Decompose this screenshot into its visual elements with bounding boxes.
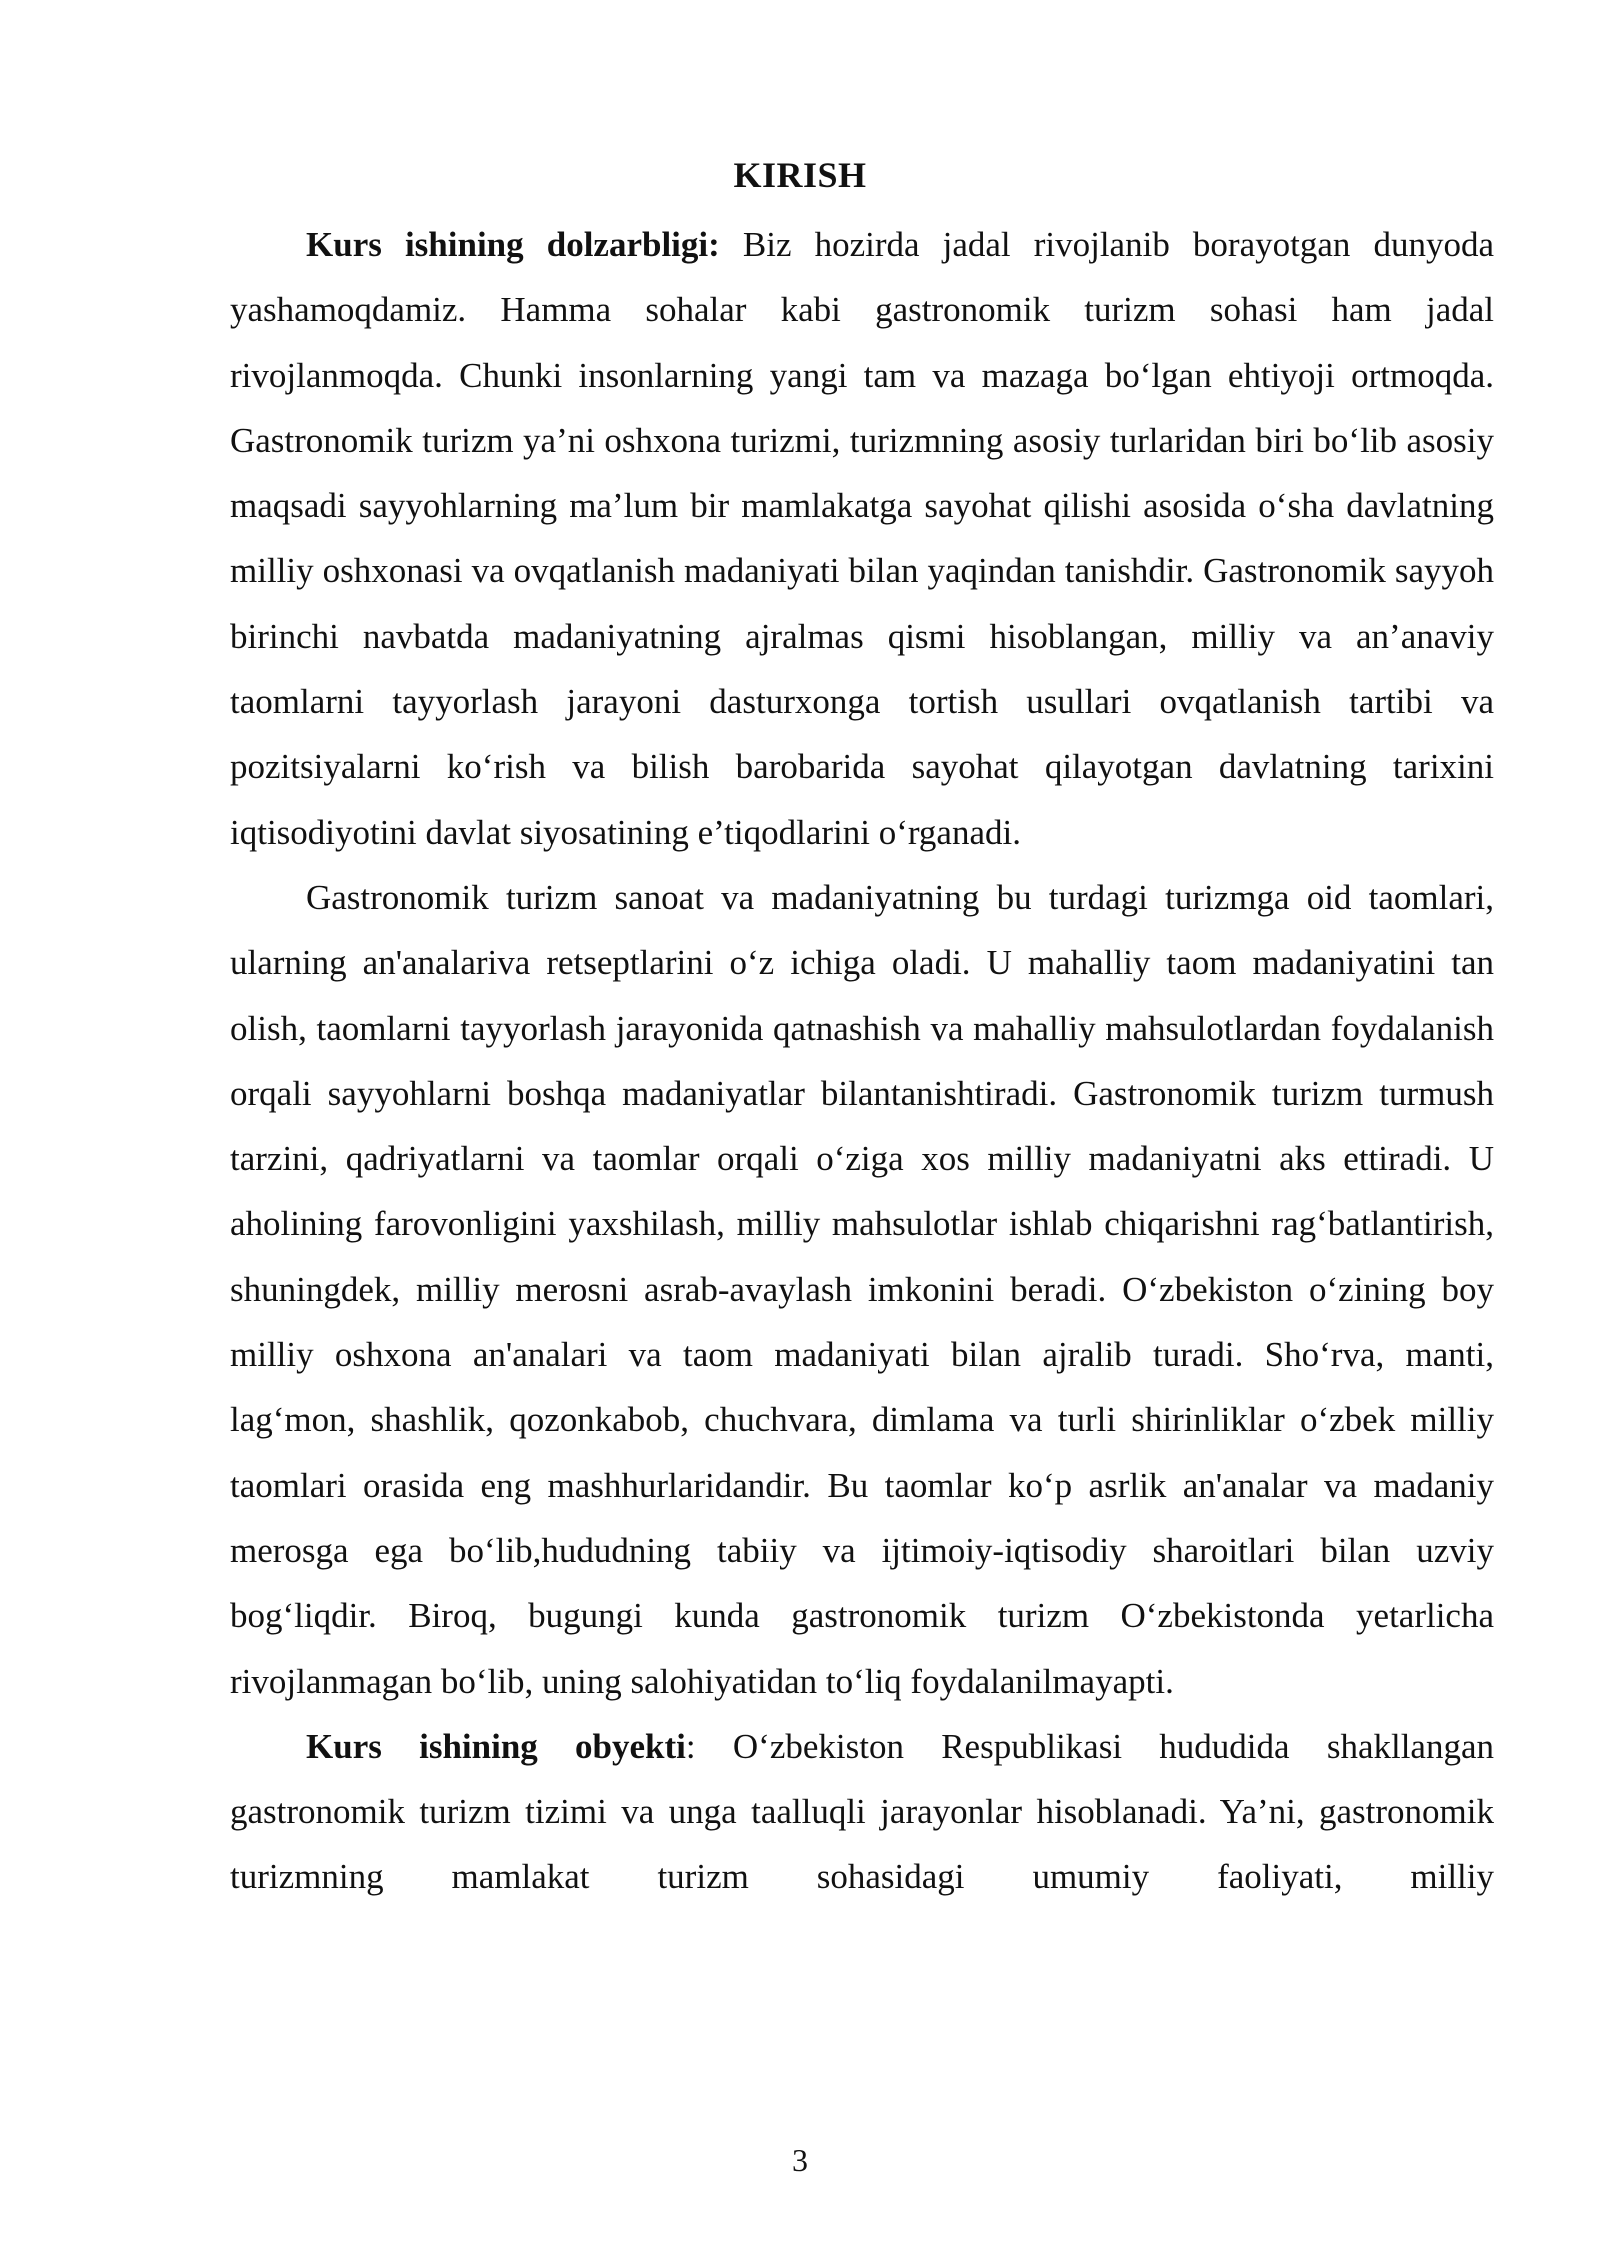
body-text: [230, 212, 1494, 1910]
paragraph-label: Kurs ishining dolzarbligi:: [306, 225, 720, 264]
paragraph-label: Kurs ishining obyekti: [306, 1726, 686, 1766]
paragraph-gastronomic-tourism: [230, 865, 1494, 1714]
section-heading: KIRISH: [733, 155, 867, 195]
page-number: 3: [792, 2142, 808, 2178]
paragraph-relevance: [230, 212, 1494, 865]
paragraph-text: Gastronomik turizm sanoat va madaniyatning bu turdagi turizmga oid taomlari, ularning an'analariva retseptlarini o‘z ichiga oladi. U mahalliy taom madaniyatini tan olish, taomlarni tayyorlash jarayonida qatnashish va mahalliy mahsulotlardan foydalanish orqali sayyohlarni boshqa madaniyatlar bilantanishtiradi. Gastronomik turizm turmush tarzini, qadriyatlarni va taomlar orqali o‘ziga xos milliy madaniyatni aks ettiradi. U aholining farovonligini yaxshilash, milliy mahsulotlar ishlab chiqarishni rag‘batlantirish, shuningdek, milliy merosni asrab-avaylash imkonini beradi. O‘zbekiston o‘zining boy milliy oshxona an'analari va taom madaniyati bilan ajralib turadi. Sho‘rva, manti, lag‘mon, shashlik, qozonkabob, chuchvara, dimlama va turli shirinliklar o‘zbek milliy taomlari orasida eng mashhurlaridandir. Bu taomlar ko‘p asrlik an'analar va madaniy merosga ega bo‘lib,hududning tabiiy va ijtimoiy-iqtisodiy sharoitlari bilan uzviy bog‘liqdir. Biroq, bugungi kunda gastronomik turizm O‘zbekistonda yetarlicha rivojlanmagan bo‘lib, uning salohiyatidan to‘liq foydalanilmayapti.: [230, 877, 1494, 1701]
paragraph-text: Biz hozirda jadal rivojlanib borayotgan dunyoda yashamoqdamiz. Hamma sohalar kabi gastronomik turizm sohasi ham jadal rivojlanmoqda. Chunki insonlarning yangi tam va mazaga bo‘lgan ehtiyoji ortmoqda. Gastronomik turizm ya’ni oshxona turizmi, turizmning asosiy turlaridan biri bo‘lib asosiy maqsadi sayyohlarning ma’lum bir mamlakatga sayohat qilishi asosida o‘sha davlatning milliy oshxonasi va ovqatlanish madaniyati bilan yaqindan tanishdir. Gastronomik sayyoh birinchi navbatda madaniyatning ajralmas qismi hisoblangan, milliy va an’anaviy taomlarni tayyorlash jarayoni dasturxonga tortish usullari ovqatlanish tartibi va pozitsiyalarni ko‘rish va bilish barobarida sayohat qilayotgan davlatning tarixini iqtisodiyotini davlat siyosatining e’tiqodlarini o‘rganadi.: [230, 225, 1494, 852]
paragraph-object: [230, 1714, 1494, 1910]
paragraph-text: : O‘zbekiston Respublikasi hududida shakllangan gastronomik turizm tizimi va unga taalluqli jarayonlar hisoblanadi. Ya’ni, gastronomik turizmning mamlakat turizm sohasidagi umumiy faoliyati, milliy: [230, 1726, 1494, 1897]
